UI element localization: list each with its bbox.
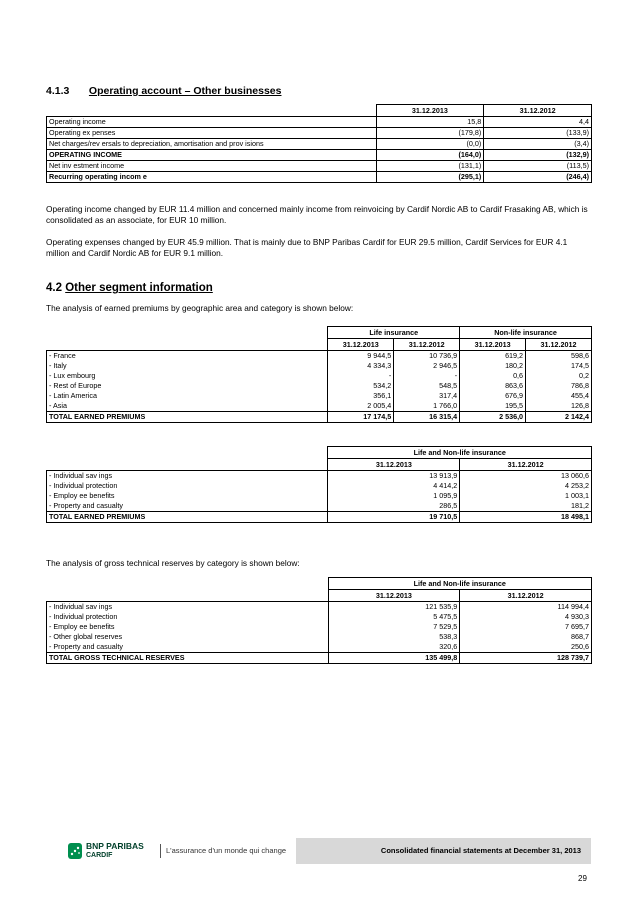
cell-value: 114 994,4: [460, 602, 592, 613]
column-header: 31.12.2013: [328, 590, 460, 602]
cell-value: 619,2: [460, 351, 526, 362]
row-label: TOTAL EARNED PREMIUMS: [47, 512, 328, 523]
cell-value: 17 174,5: [328, 412, 394, 423]
section-heading-4-1-3: [46, 85, 281, 97]
cell-value: 195,5: [460, 401, 526, 412]
row-label: - Latin America: [47, 391, 328, 401]
cell-value: 317,4: [394, 391, 460, 401]
row-label: - Individual sav ings: [47, 602, 329, 613]
cell-value: 15,8: [376, 117, 484, 128]
cell-value: 455,4: [526, 391, 592, 401]
group-header: Life and Non-life insurance: [328, 447, 592, 459]
cell-value: 10 736,9: [394, 351, 460, 362]
cell-value: 4 253,2: [460, 481, 592, 491]
row-label: Operating income: [47, 117, 377, 128]
row-label: - Individual protection: [47, 481, 328, 491]
cell-value: 2 005,4: [328, 401, 394, 412]
cell-value: 0,6: [460, 371, 526, 381]
section-title: Other segment information: [65, 282, 213, 294]
cell-value: 548,5: [394, 381, 460, 391]
section-number: 4.1.3: [46, 85, 70, 97]
cell-value: 128 739,7: [460, 653, 592, 664]
row-label: - Employ ee benefits: [47, 622, 329, 632]
cell-value: 1 003,1: [460, 491, 592, 501]
row-label: Recurring operating incom e: [47, 172, 377, 183]
cell-value: 320,6: [328, 642, 460, 653]
cell-value: 13 060,6: [460, 471, 592, 482]
cell-value: -: [394, 371, 460, 381]
column-header: 31.12.2012: [460, 590, 592, 602]
cell-value: 250,6: [460, 642, 592, 653]
column-header: 31.12.2013: [376, 105, 484, 117]
cell-value: 868,7: [460, 632, 592, 642]
group-header: Life and Non-life insurance: [328, 578, 591, 590]
bnp-stars-icon: [68, 843, 82, 859]
group-header: Life insurance: [328, 327, 460, 339]
row-label: TOTAL EARNED PREMIUMS: [47, 412, 328, 423]
row-label: - Property and casualty: [47, 501, 328, 512]
cell-value: 2 946,5: [394, 361, 460, 371]
cell-value: 16 315,4: [394, 412, 460, 423]
cell-value: 180,2: [460, 361, 526, 371]
paragraph: Operating expenses changed by EUR 45.9 million. That is mainly due to BNP Paribas Cardif for EUR 29.5 million, Cardif Services for EUR 4.1 million and Cardif Nordic AB for EUR 9.1 million.: [46, 237, 568, 258]
earned-premiums-geo-table: [46, 326, 592, 423]
cell-value: 2 142,4: [526, 412, 592, 423]
row-label: - Individual protection: [47, 612, 329, 622]
row-label: OPERATING INCOME: [47, 150, 377, 161]
cell-value: 7 695,7: [460, 622, 592, 632]
cell-value: 2 536,0: [460, 412, 526, 423]
cell-value: (133,9): [484, 128, 592, 139]
row-label: Net charges/rev ersals to depreciation, amortisation and prov isions: [47, 139, 377, 150]
row-label: - Lux embourg: [47, 371, 328, 381]
cell-value: 786,8: [526, 381, 592, 391]
row-label: - Property and casualty: [47, 642, 329, 653]
row-label: - Other global reserves: [47, 632, 329, 642]
cell-value: 0,2: [526, 371, 592, 381]
row-label: - Employ ee benefits: [47, 491, 328, 501]
cell-value: 4,4: [484, 117, 592, 128]
cell-value: 534,2: [328, 381, 394, 391]
row-label: Net inv estment income: [47, 161, 377, 172]
section-heading-4-2: [46, 282, 213, 294]
cell-value: 174,5: [526, 361, 592, 371]
cell-value: 598,6: [526, 351, 592, 362]
cell-value: 5 475,5: [328, 612, 460, 622]
paragraph: The analysis of earned premiums by geographic area and category is shown below:: [46, 303, 354, 313]
section-number: 4.2: [46, 282, 62, 294]
column-header: 31.12.2012: [526, 339, 592, 351]
cell-value: (164,0): [376, 150, 484, 161]
cell-value: (295,1): [376, 172, 484, 183]
cell-value: 9 944,5: [328, 351, 394, 362]
cell-value: 1 766,0: [394, 401, 460, 412]
cell-value: 18 498,1: [460, 512, 592, 523]
brand-slogan: L'assurance d'un monde qui change: [166, 846, 287, 855]
cell-value: (0,0): [376, 139, 484, 150]
earned-premiums-category-table: [46, 446, 592, 523]
row-label: - Rest of Europe: [47, 381, 328, 391]
cell-value: (179,8): [376, 128, 484, 139]
cell-value: (132,9): [484, 150, 592, 161]
cell-value: 286,5: [328, 501, 460, 512]
cell-value: 13 913,9: [328, 471, 460, 482]
cell-value: 676,9: [460, 391, 526, 401]
cell-value: (131,1): [376, 161, 484, 172]
paragraph: The analysis of gross technical reserves by category is shown below:: [46, 558, 300, 568]
operating-account-table: [46, 104, 592, 183]
brand-sub: CARDIF: [86, 852, 113, 859]
row-label: - Italy: [47, 361, 328, 371]
cell-value: 4 334,3: [328, 361, 394, 371]
row-label: - France: [47, 351, 328, 362]
gross-technical-reserves-table: [46, 577, 592, 664]
cell-value: (113,5): [484, 161, 592, 172]
row-label: - Asia: [47, 401, 328, 412]
brand-logo: [46, 838, 296, 864]
cell-value: 356,1: [328, 391, 394, 401]
column-header: 31.12.2013: [328, 459, 460, 471]
column-header: 31.12.2013: [328, 339, 394, 351]
cell-value: 135 499,8: [328, 653, 460, 664]
cell-value: 126,8: [526, 401, 592, 412]
column-header: 31.12.2012: [484, 105, 592, 117]
cell-value: 121 535,9: [328, 602, 460, 613]
cell-value: 538,3: [328, 632, 460, 642]
group-header: Non-life insurance: [460, 327, 592, 339]
column-header: 31.12.2012: [460, 459, 592, 471]
document-title: Consolidated financial statements at December 31, 2013: [380, 846, 581, 855]
cell-value: 4 930,3: [460, 612, 592, 622]
cell-value: 863,6: [460, 381, 526, 391]
column-header: 31.12.2012: [394, 339, 460, 351]
page-number: 29: [578, 874, 587, 883]
column-header: 31.12.2013: [460, 339, 526, 351]
cell-value: 181,2: [460, 501, 592, 512]
cell-value: 4 414,2: [328, 481, 460, 491]
cell-value: 1 095,9: [328, 491, 460, 501]
divider: [160, 844, 161, 858]
cell-value: 19 710,5: [328, 512, 460, 523]
footer-bar: [46, 838, 591, 864]
section-title: Operating account – Other businesses: [88, 85, 282, 97]
cell-value: (246,4): [484, 172, 592, 183]
cell-value: -: [328, 371, 394, 381]
row-label: Operating ex penses: [47, 128, 377, 139]
cell-value: 7 529,5: [328, 622, 460, 632]
paragraph: Operating income changed by EUR 11.4 million and concerned mainly income from reinvoicing by Cardif Nordic AB to Cardif Frasaking AB, which is consolidated as an associate, for EUR 10 million.: [46, 204, 588, 225]
cell-value: (3,4): [484, 139, 592, 150]
row-label: - Individual sav ings: [47, 471, 328, 482]
row-label: TOTAL GROSS TECHNICAL RESERVES: [47, 653, 329, 664]
brand-name: BNP PARIBAS: [86, 841, 144, 851]
